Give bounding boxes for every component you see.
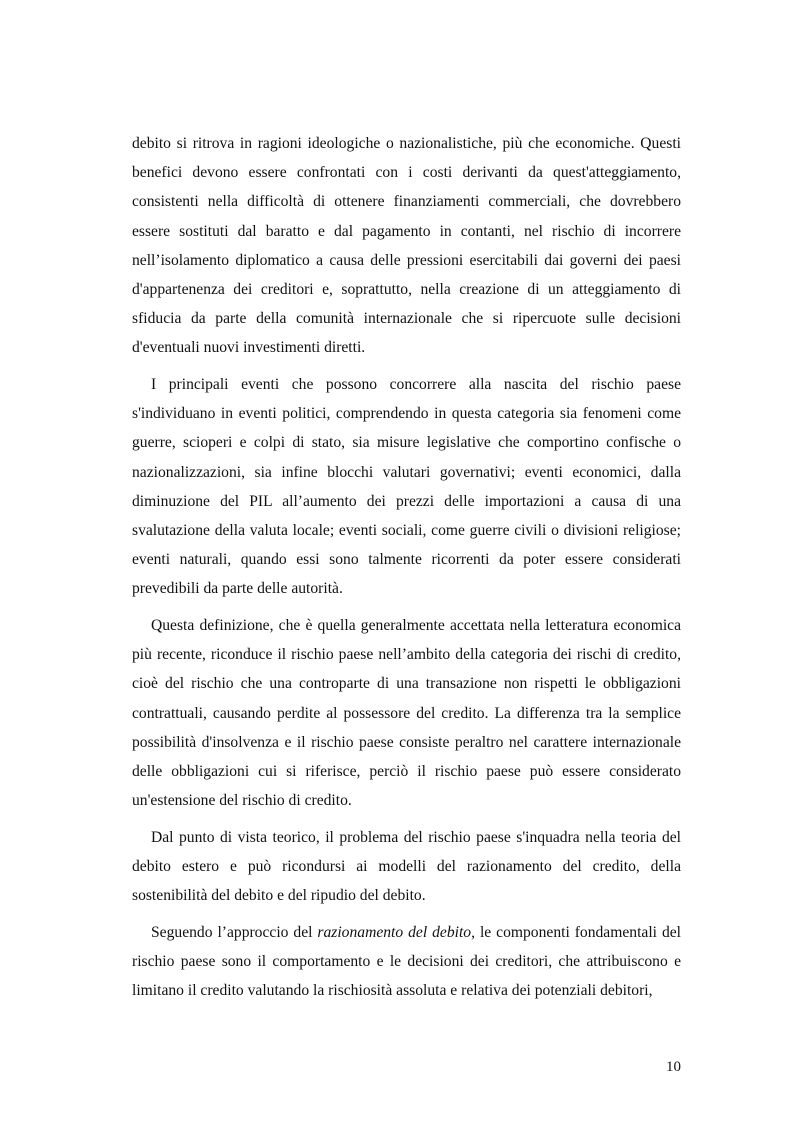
paragraph-1: debito si ritrova in ragioni ideologiche o nazionalistiche, più che economiche. Questi benefici devono essere confrontati con i costi derivanti da quest'atteggiamento, consistenti nella difficoltà di ottenere finanziamenti commerciali, che dovrebbero essere sostituti dal baratto e dal pagamento in contanti, nel rischio di incorrere nell’isolamento diplomatico a causa delle pressioni esercitabili dai governi dei paesi d'appartenenza dei creditori e, soprattutto, nella creazione di un atteggiamento di sfiducia da parte della comunità internazionale che si ripercuote sulle decisioni d'eventuali nuovi investimenti diretti. — [132, 135, 681, 357]
paragraph-4: Dal punto di vista teorico, il problema del rischio paese s'inquadra nella teoria del debito estero e può ricondursi ai modelli del razionamento del credito, della sostenibilità del debito e del ripudio del debito. — [132, 828, 681, 905]
paragraph-5 — [132, 918, 681, 1006]
body-text — [132, 129, 681, 1013]
paragraph-5-intro: Seguendo l’approccio del — [151, 923, 318, 941]
paragraph-2: I principali eventi che possono concorrere alla nascita del rischio paese s'individuano in eventi politici, comprendendo in questa categoria sia fenomeni come guerre, scioperi e colpi di stato, sia misure legislative che comportino confische o nazionalizzazioni, sia infine blocchi valutari governativi; eventi economici, dalla diminuzione del PIL all’aumento dei prezzi delle importazioni a causa di una svalutazione della valuta locale; eventi sociali, come guerre civili o divisioni religiose; eventi naturali, quando essi sono talmente ricorrenti da poter essere considerati prevedibili da parte delle autorità. — [132, 376, 681, 598]
paragraph-5-rest: , le componenti fondamentali del rischio paese sono il comportamento e le decisioni dei creditori, che attribuiscono e limitano il credito valutando la rischiosità assoluta e relativa dei potenziali debitori, — [132, 923, 681, 1000]
emphasized-term: razionamento del debito — [317, 923, 472, 941]
page-number: 10 — [666, 1059, 681, 1075]
paragraph-3: Questa definizione, che è quella generalmente accettata nella letteratura economica più recente, riconduce il rischio paese nell’ambito della categoria dei rischi di credito, cioè del rischio che una controparte di una transazione non rispetti le obbligazioni contrattuali, causando perdite al possessore del credito. La differenza tra la semplice possibilità d'insolvenza e il rischio paese consiste peraltro nel carattere internazionale delle obbligazioni cui si riferisce, perciò il rischio paese può essere considerato un'estensione del rischio di credito. — [132, 617, 681, 810]
